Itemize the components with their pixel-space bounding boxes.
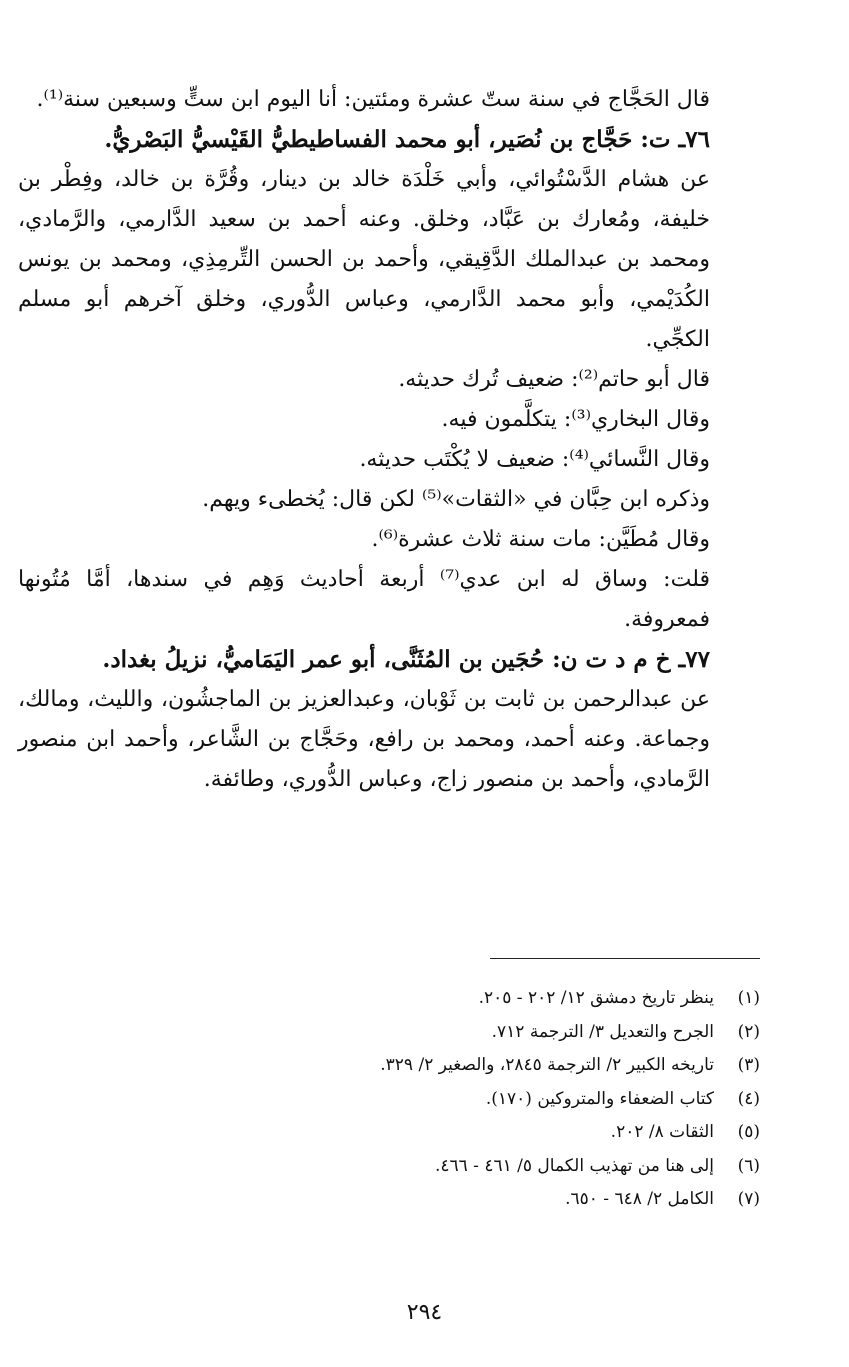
entry-76-narrators: عن هشام الدَّسْتُوائي، وأبي خَلْدَة خالد بن دينار، وقُرَّة بن خالد، وفِطْر بن خليفة، ومُعارك بن عَبَّاد، وخلق. وعنه أحمد بن سعيد الدَّارمي، والرَّمادي، ومحمد بن عبدالملك الدَّقِيقي، وأحمد بن الحسن التِّرمِذِي، ومحمد بن يونس الكُدَيْمي، وأبو محمد الدَّارمي، وعباس الدُّوري، وخلق آخرهم أبو مسلم الكجِّي. bbox=[18, 167, 710, 352]
quote-ibn-hibban: وذكره ابن حِبَّان في «الثقات»⁽⁵⁾ لكن قال: يُخطىء ويهم. bbox=[202, 487, 710, 512]
footnote-text: إلى هنا من تهذيب الكمال ٥/ ٤٦١ - ٤٦٦. bbox=[434, 1155, 714, 1176]
quote-bukhari: وقال البخاري⁽³⁾: يتكلَّمون فيه. bbox=[441, 407, 710, 432]
footnote-7 bbox=[200, 1183, 760, 1217]
quote-nasai: وقال النَّسائي⁽⁴⁾: ضعيف لا يُكْتَب حديثه. bbox=[359, 447, 710, 472]
footnote-number: (٢) bbox=[737, 1021, 760, 1042]
footnote-2 bbox=[200, 1016, 760, 1050]
footnote-number: (٥) bbox=[737, 1122, 760, 1142]
footnote-6 bbox=[200, 1150, 760, 1184]
page-number: ٢٩٤ bbox=[406, 1300, 443, 1325]
footnote-number: (٣) bbox=[737, 1055, 760, 1075]
footnote-text: الثقات ٨/ ٢٠٢. bbox=[610, 1122, 714, 1142]
note-ibn-adi: قلت: وساق له ابن عدي⁽⁷⁾ أربعة أحاديث وَهِم في سندها، أمَّا مُتُونها فمعروفة. bbox=[18, 567, 710, 632]
quote-mutayyan: وقال مُطَيَّن: مات سنة ثلاث عشرة⁽⁶⁾. bbox=[371, 527, 710, 552]
footnote-number: (٧) bbox=[737, 1189, 760, 1209]
footnote-5 bbox=[200, 1116, 760, 1150]
footnote-text: تاريخه الكبير ٢/ الترجمة ٢٨٤٥، والصغير ٢/ ٣٢٩. bbox=[380, 1055, 714, 1075]
entry-77-narrators: عن عبدالرحمن بن ثابت بن ثَوْبان، وعبدالعزيز بن الماجشُون، والليث، ومالك، وجماعة. وعنه أحمد، ومحمد بن رافع، وحَجَّاج بن الشَّاعر، وأحمد ابن منصور الرَّمادي، وأحمد بن منصور زاج، وعباس الدُّوري، وطائفة. bbox=[18, 687, 710, 792]
paragraph-hajjaj-age: قال الحَجَّاج في سنة ستّ عشرة ومئتين: أنا اليوم ابن ستٍّ وسبعين سنة⁽¹⁾. bbox=[36, 87, 710, 112]
main-text bbox=[18, 80, 760, 800]
footnote-1 bbox=[200, 982, 760, 1016]
footnote-text: كتاب الضعفاء والمتروكين (١٧٠). bbox=[485, 1088, 714, 1109]
footnote-3 bbox=[200, 1049, 760, 1083]
footnote-text: ينظر تاريخ دمشق ١٢/ ٢٠٢ - ٢٠٥. bbox=[478, 988, 714, 1008]
footnote-4 bbox=[200, 1083, 760, 1117]
footnotes bbox=[200, 982, 760, 1217]
footnote-divider bbox=[490, 958, 760, 959]
footnote-text: الجرح والتعديل ٣/ الترجمة ٧١٢. bbox=[491, 1021, 714, 1042]
footnote-text: الكامل ٢/ ٦٤٨ - ٦٥٠. bbox=[565, 1189, 714, 1209]
footnote-number: (٦) bbox=[737, 1155, 760, 1176]
entry-76-heading: ٧٦ـ ت: حَجَّاج بن نُصَير، أبو محمد الفساطيطيُّ القَيْسيُّ البَصْريُّ. bbox=[104, 126, 710, 153]
entry-77-heading: ٧٧ـ خ م د ت ن: حُجَين بن المُثَنَّى، أبو عمر اليَمَاميُّ، نزيلُ بغداد. bbox=[102, 646, 710, 673]
footnote-number: (١) bbox=[737, 988, 760, 1008]
quote-abu-hatim: قال أبو حاتم⁽²⁾: ضعيف تُرك حديثه. bbox=[398, 367, 710, 392]
footnote-number: (٤) bbox=[737, 1088, 760, 1109]
